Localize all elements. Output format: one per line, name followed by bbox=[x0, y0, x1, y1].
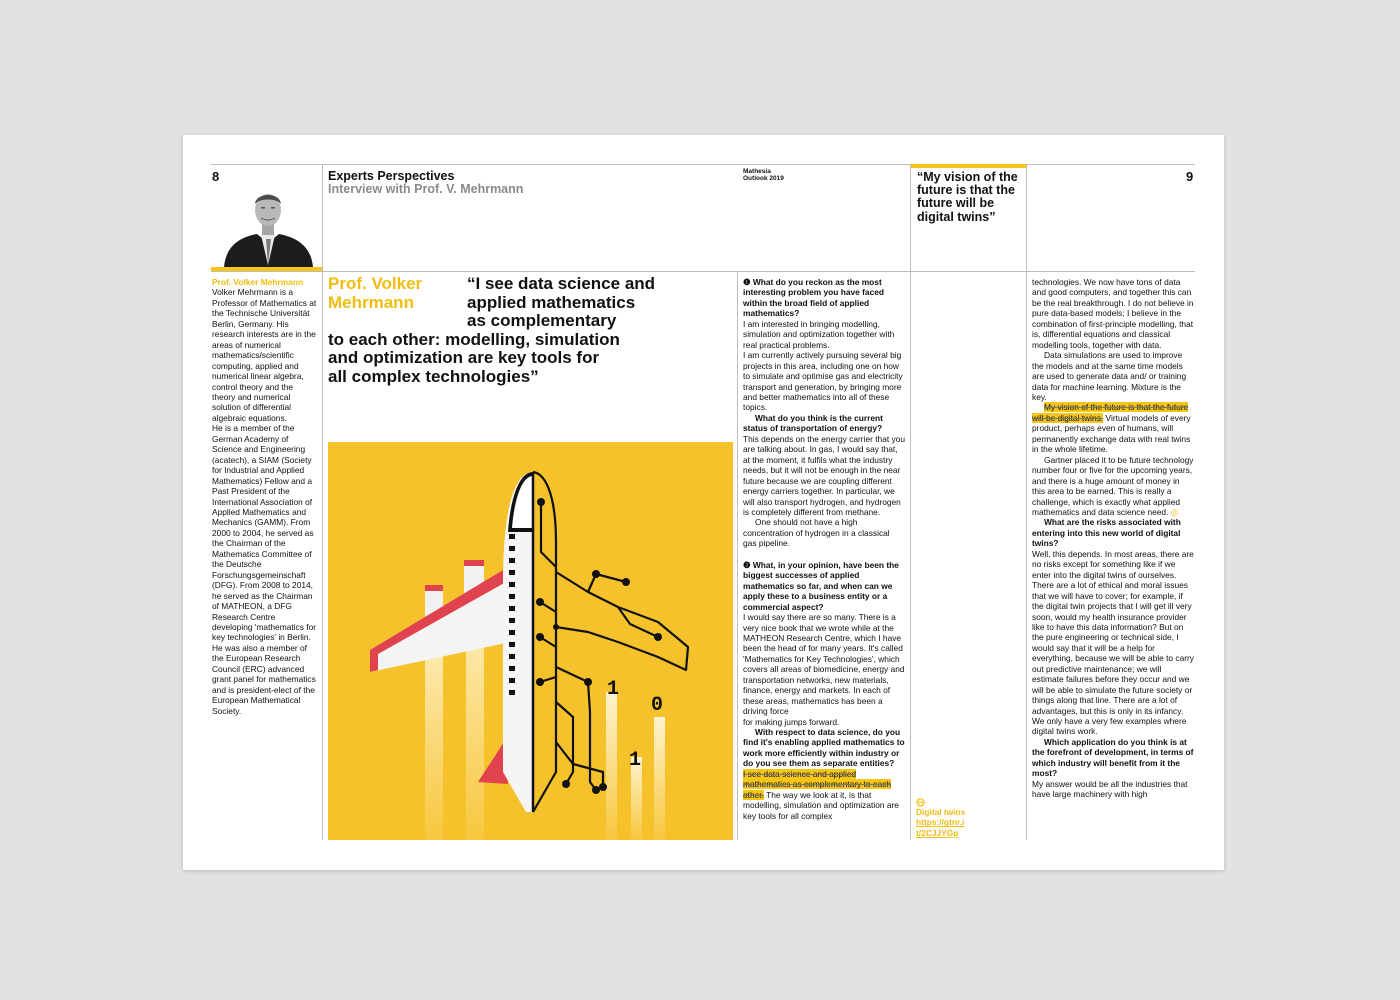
interview-column bbox=[743, 277, 905, 821]
globe-icon[interactable]: ◎ bbox=[1170, 506, 1179, 517]
section-subtitle: Interview with Prof. V. Mehrmann bbox=[328, 182, 524, 196]
question: ❶ What do you reckon as the most interesting problem you have faced within the broad field of applied mathematics? bbox=[743, 277, 885, 319]
question: What are the risks associated with entering into this new world of digital twins? bbox=[1032, 517, 1181, 549]
publication-edition: Outlook 2019 bbox=[743, 175, 784, 182]
bio-accent-bar bbox=[211, 267, 322, 271]
side-note-title: Digital twins bbox=[916, 807, 966, 817]
headline-quote-line: to each other: modelling, simulation bbox=[328, 329, 620, 349]
answer: Data simulations are used to improve the models and at the same time models are used to generate data and/ or training data for machine learning. Mixture is the key. bbox=[1032, 350, 1187, 402]
headline-quote-line: “I see data science and bbox=[467, 274, 656, 293]
headline-quote-line: and optimization are key tools for bbox=[328, 348, 600, 367]
answer bbox=[1032, 455, 1194, 518]
headline-quote-line: as complementary bbox=[467, 311, 617, 330]
question: ❷ What, in your opinion, have been the biggest successes of applied mathematics so far, and when can we apply these to a business entity or a commercial aspect? bbox=[743, 559, 899, 612]
publication-name: Mathesia bbox=[743, 168, 771, 175]
binary-digit: 1 bbox=[629, 749, 642, 772]
headline-quote-line: all complex technologies” bbox=[328, 366, 539, 386]
portrait-photo bbox=[221, 187, 316, 267]
publication-label bbox=[743, 168, 784, 182]
column-divider bbox=[1026, 164, 1027, 840]
headline-quote-line: applied mathematics bbox=[467, 292, 636, 312]
interview-column-right bbox=[1032, 277, 1194, 800]
digital-twins-link[interactable]: https://gtnr.it/2CJJYGp bbox=[916, 817, 965, 838]
highlighted-quote: My vision of the future is that the future will be digital twins. bbox=[1032, 402, 1189, 423]
column-divider bbox=[910, 164, 911, 840]
header-rule bbox=[211, 271, 1195, 272]
page-number-left: 8 bbox=[212, 169, 220, 184]
airplane-illustration bbox=[328, 442, 733, 840]
bio-text: Volker Mehrmann is a Professor of Mathematics at the Technische Universität Berlin, Germany. His research interests are in the areas of numerical mathematics/scientific computing, applied and numerical linear algebra, control theory and the theory and numerical solution of differential algebraic equations. He is a member of the German Academy of Science and Engineering (acatech), a SIAM (Society for Industrial and Applied Mathematics) Fellow and a Past President of the International Association of Applied Mathematics and Mechanics (GAMM). From 2000 to 2004, he served as the Chairman of the Mathematics Committee of the Deutsche Forschungsgemeinschaft (DFG). From 2008 to 2014, he served as the Chairman of MATHEON, a DFG Research Centre developing 'mathematics for key technologies' in Berlin. He was also a member of the European Research Council (ERC) advanced grant panel for mathematics and is president-elect of the European Mathematical Society. bbox=[212, 287, 317, 716]
question: Which application do you think is at the forefront of development, in terms of which industry will benefit from it the most? bbox=[1032, 736, 1194, 779]
answer bbox=[743, 769, 905, 821]
circuit-airplane-graphic bbox=[328, 442, 733, 840]
top-rule bbox=[211, 164, 1195, 165]
bio-column bbox=[212, 277, 318, 716]
binary-digit: 1 bbox=[607, 678, 620, 701]
magazine-spread bbox=[183, 135, 1224, 870]
side-note bbox=[916, 798, 1016, 838]
answer: technologies. We now have tons of data and good computers, and together this can be the real breakthrough. I do not believe in pure data-based models; I believe in the combination of first-principle modelling, that is, differential equations and classical modelling tools, together with data. bbox=[1032, 277, 1194, 350]
pull-quote-accent-bar bbox=[911, 164, 1026, 168]
binary-digit: 0 bbox=[651, 694, 664, 717]
answer: My answer would be all the industries that have large machinery with high bbox=[1032, 778, 1188, 800]
pull-quote: “My vision of the future is that the future will be digital twins” bbox=[917, 170, 1018, 224]
answer: Well, this depends. In most areas, there are no risks except for something like if we enter into the digital twins of ourselves. There are a lot of ethical and moral issues that we will have to cover; for example, if the digital twin projects that I will get ill very soon, would my health insurance provider like to have this data information? But on the pure engineering or technical side, I would say that it will be a help for everything, because we will be able to carry out predictive maintenance; we will estimate failures before they occur and we will be able to simulate the future society or things along that line. There are a lot of advantages, but this is only in its infancy. We only have a very few examples where digital twins work. bbox=[1032, 548, 1194, 737]
quote-name-line: Mehrmann bbox=[328, 292, 414, 312]
question: With respect to data science, do you find it's enabling applied mathematics to work more efficiently within industry or do you see them as separate entities? bbox=[743, 727, 905, 769]
answer: I am interested in bringing modelling, simulation and optimization together with real practical problems. I am currently actively pursuing several big projects in this area, including one on how to simulate and optimise gas and electricity transport and generation, by bringing more and better mathematics into all of these topics. bbox=[743, 318, 903, 413]
answer: One should not have a high concentration of hydrogen in a classical gas pipeline. bbox=[743, 517, 890, 549]
highlighted-quote: I see data science and applied mathematics as complementary to each other. bbox=[743, 768, 892, 800]
answer-text: Virtual models of every product, perhaps even of humans, will permanently exchange data with real twins in the whole lifetime. bbox=[1032, 412, 1191, 455]
answer-text: Gartner placed it to be future technology number four or five for the upcoming years, and there is a huge amount of money in this area to be earned. This is really a challenge, which is exactly what applied mathematics and data science need. bbox=[1032, 454, 1194, 517]
quote-name-line: Prof. Volker bbox=[328, 274, 423, 293]
bio-name: Prof. Volker Mehrmann bbox=[212, 277, 304, 287]
globe-icon bbox=[916, 798, 925, 807]
answer: This depends on the energy carrier that you are talking about. In gas, I would say that, at the moment, it fulfils what the industry needs, but it will not be enough in the near future because we are coupling different energy carriers together. In particular, we will also transport hydrogen, and hydrogen is completely different from methane. bbox=[743, 433, 906, 517]
page-number-right: 9 bbox=[1186, 169, 1194, 184]
question: What do you think is the current status of transportation of energy? bbox=[743, 412, 883, 434]
column-divider bbox=[322, 164, 323, 840]
answer bbox=[1032, 402, 1194, 454]
headline-quote bbox=[328, 275, 733, 386]
section-title: Experts Perspectives bbox=[328, 169, 455, 183]
column-divider bbox=[737, 271, 738, 840]
answer-text: The way we look at it, is that modelling, simulation and optimization are key tools for all complex bbox=[743, 789, 899, 821]
answer: I would say there are so many. There is a very nice book that we wrote while at the MATHEON Research Centre, which I have been the head of for many years. It's called 'Mathematics for Key Technologies', which covers all areas of biomedicine, energy and transportation networks, new materials, finance, energy and markets. In each of these areas, mathematics has been a driving force for making jumps forward. bbox=[743, 612, 905, 727]
